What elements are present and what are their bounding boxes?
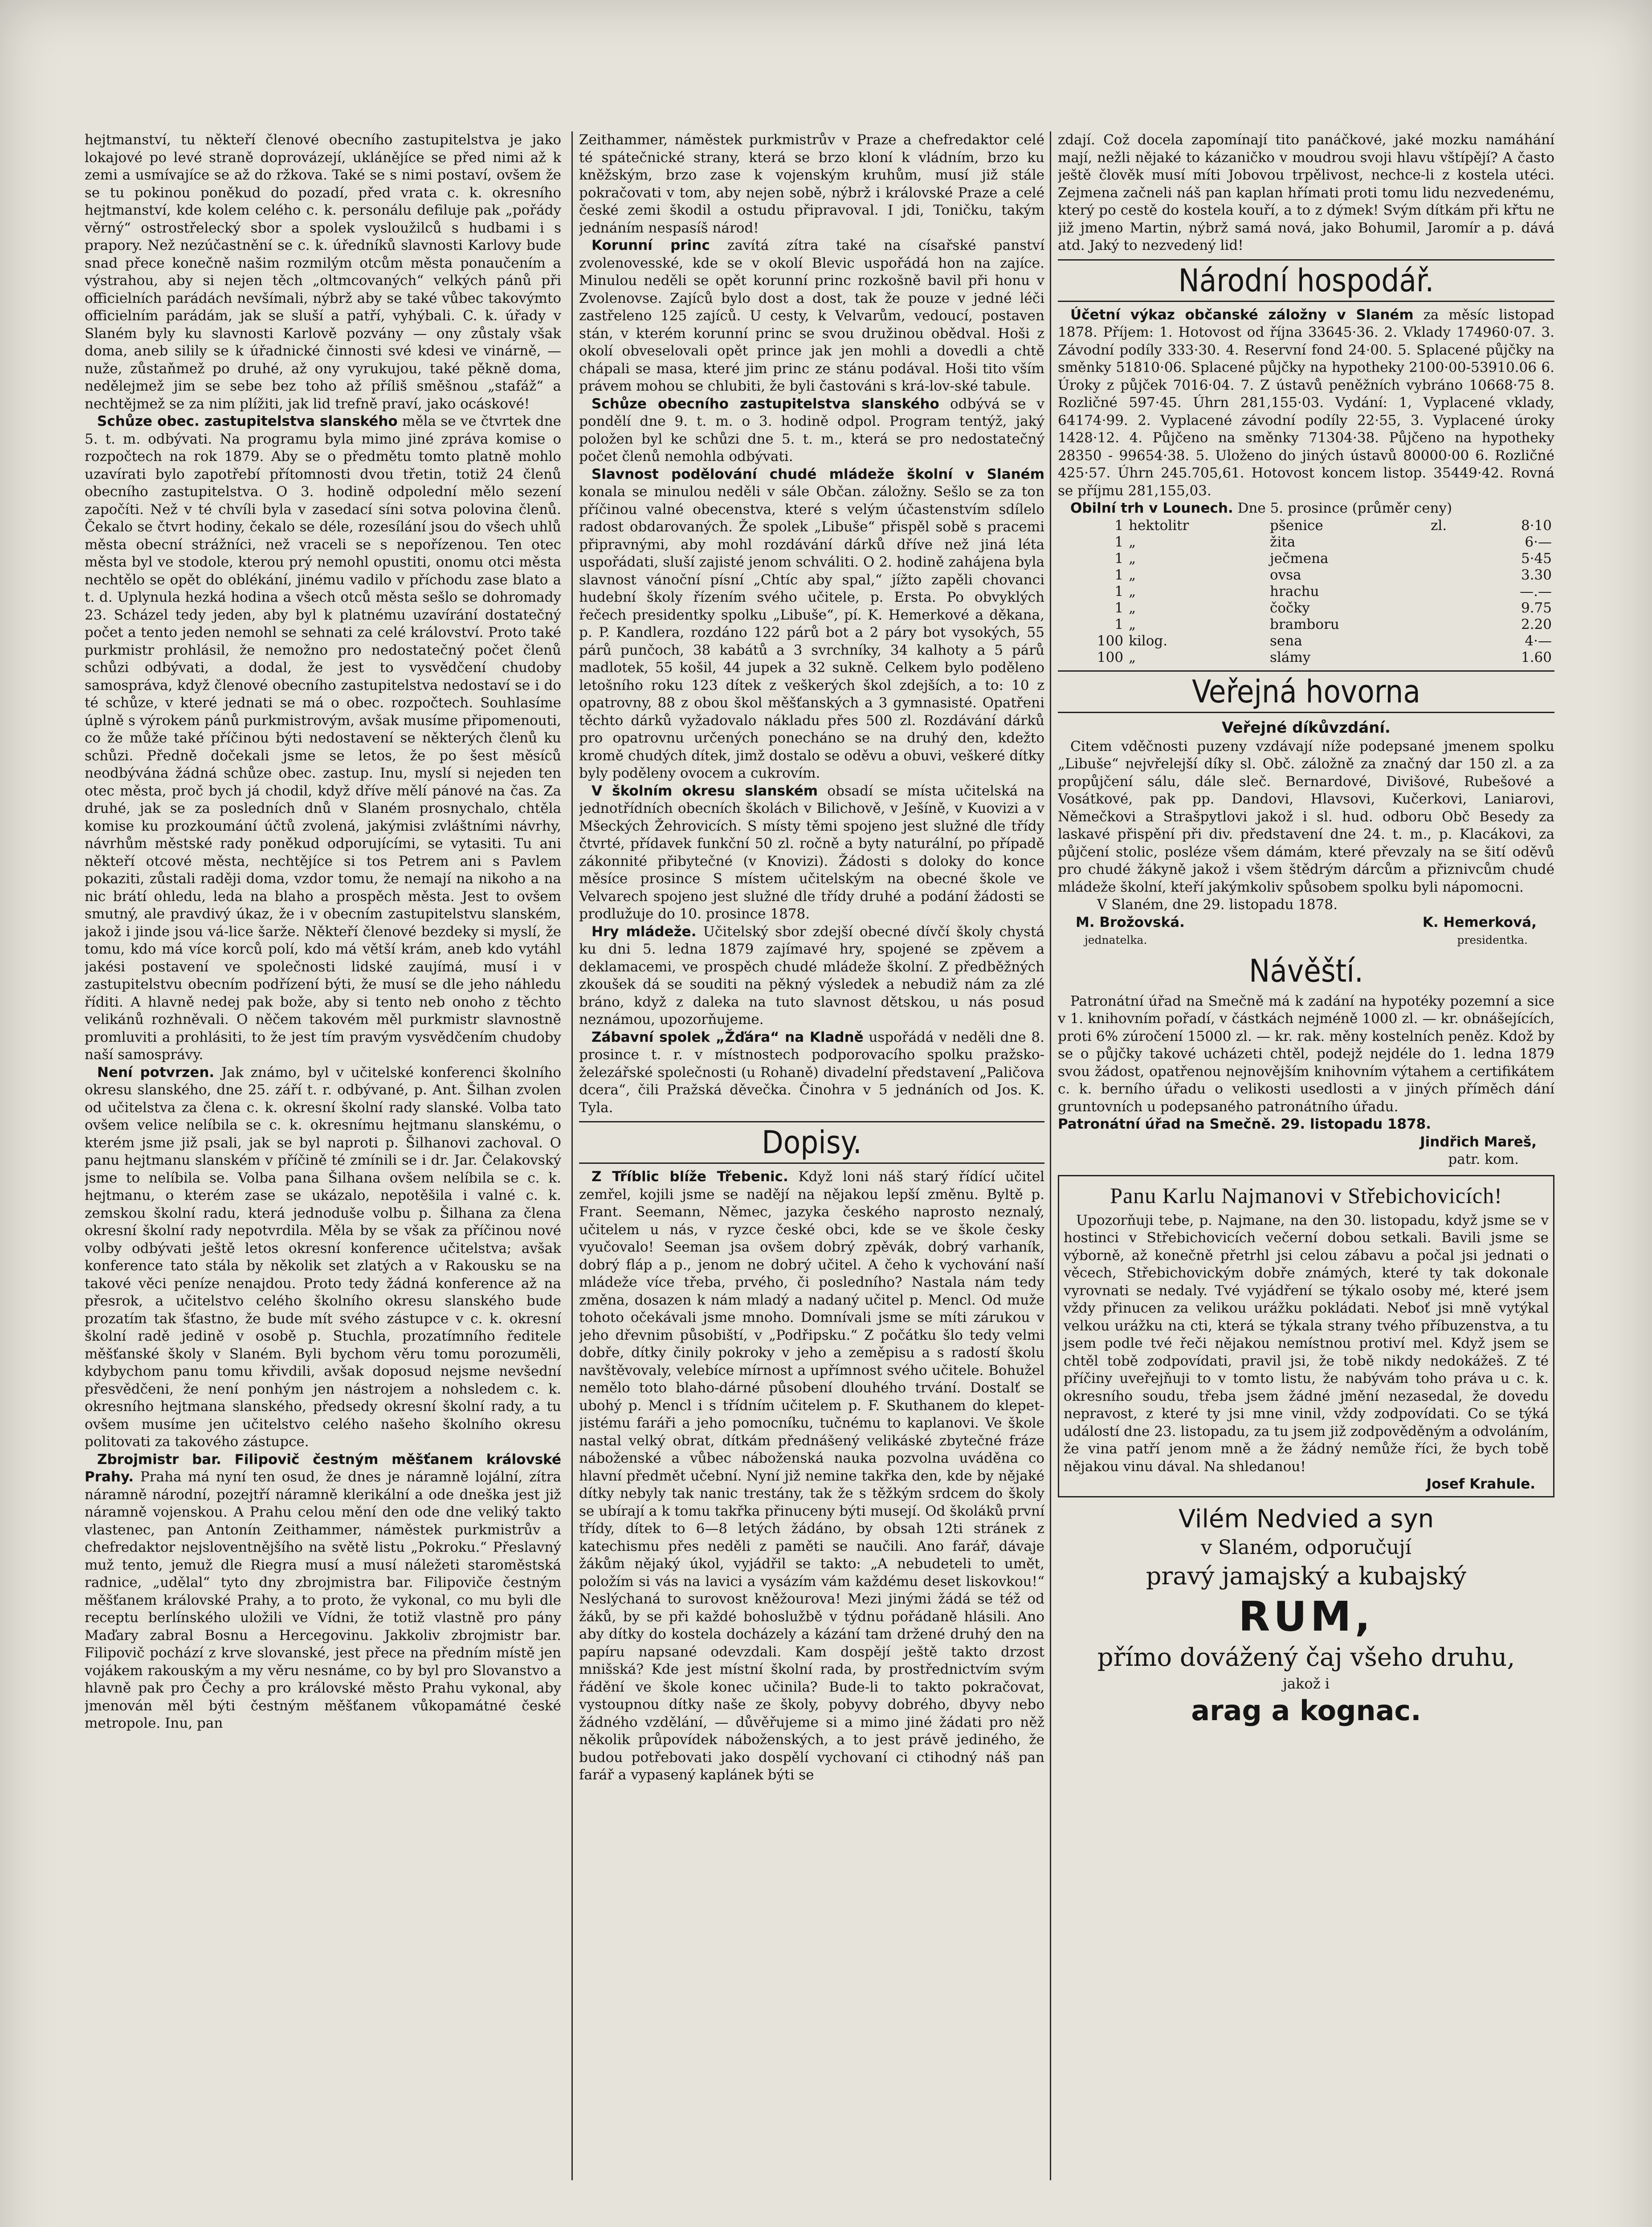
price-cell: hrachu bbox=[1270, 583, 1319, 600]
section-heading-narodni-hospodar: Národní hospodář. bbox=[1058, 259, 1554, 302]
market-heading-line bbox=[1058, 500, 1554, 518]
article-body: Učitelský sbor zdejší obecné dívčí školy chystá ku dni 5. ledna 1879 zajímavé hry, spojené se zpěvem a deklamacemi, ve prospěch chudé mládeže školní. Z předběžných zkoušek dá se souditi na pěkný výsledek a nebudiž nám za zlé bráno, když z daleka na tuto slavnost dětskou, u nás posud neznámou, upozorňujeme. bbox=[579, 923, 1044, 1028]
article-heading: Schůze obecního zastupitelstva slanského bbox=[591, 396, 939, 412]
price-row bbox=[1058, 649, 1554, 666]
notice-place-date: Patronátní úřad na Smečně. 29. listopadu 1878. bbox=[1058, 1116, 1431, 1132]
price-cell: pšenice bbox=[1270, 517, 1323, 534]
price-cell: 3.30 bbox=[1521, 567, 1552, 583]
ad-title: Panu Karlu Najmanovi v Střebichovicích! bbox=[1110, 1183, 1502, 1208]
ad-line: přímo dovážený čaj všeho druhu, bbox=[1097, 1643, 1515, 1672]
price-row bbox=[1058, 534, 1554, 551]
price-row bbox=[1058, 583, 1554, 600]
price-cell bbox=[1428, 567, 1474, 583]
column-divider bbox=[571, 131, 573, 2180]
report-body: za měsíc listopad 1878. Příjem: 1. Hotovost od října 33645·36. 2. Vklady 174960·07. 3. Závodní podíly 333·30. 4. Reservní fond 24·00. 5. Splacené půjčky na směnky 51810·06. Splacené půjčky na hypotheky 2100·00-53910.06 6. Úroky z půjček 7016·04. 7. Z ústavů peněžních vybráno 10668·75 8. Rozličné 597·45. Úhrn 281,155·03. Vydání: 1, Vyplacené vklady, 64174·99. 2. Vyplacené závodní podíly 22·55, 3. Vyplacené úroky 1428·12. 4. Půjčeno na směnky 71304·38. Půjčeno na hypotheky 28350 - 99654·38. 5. Uloženo do jiných ústavů 80000·00 6. Rozličné 425·57. Úhrn 245.705,61. Hotovost koncem listop. 35449·42. Rovná se příjmu 281,155,03. bbox=[1058, 306, 1554, 499]
column-right bbox=[1058, 131, 1554, 2154]
article-body: Praha má nyní ten osud, že dnes je náramně lojální, zítra náramně národní, pozejtří náramně klerikální a ode dneška jest již náramně vojenskou. A Prahu celou mění den ode dne veliký takto vlastenec, pan Antonín Zeithammer, náměstek purkmistrův a chefredaktor nejsloventnějšího na světě listu „Pokroku.“ Přeslavný muž tento, jemuž dle Riegra musí a musí náležeti staroměstská radnice, „udělal“ tyto dny zbrojmistra bar. Filipoviče čestným měšťanem královské Prahy, a to proto, že vykonal, co mu byli dle receptu berlínského uložili ve Vídni, že totiž vlastně pro pány Maďary zabral Bosnu a Hercegovinu. Jakkoliv zbrojmistr bar. Filipovič pochází z krve slovanské, jest přece na předním místě jen vojákem rakouským a my věru nesnáme, co by byl pro Slovanstvo a hlavně pak pro Čechy a pro královské město Prahu vykonal, aby jmenován měl býti čestným měšťanem vůkopamátné české metropole. Inu, pan bbox=[85, 1469, 561, 1731]
signature-role: presidentka. bbox=[1457, 934, 1528, 946]
signature-name: M. Brožovská. bbox=[1076, 914, 1185, 930]
advertisement-rum bbox=[1058, 1504, 1554, 1728]
price-row bbox=[1058, 616, 1554, 633]
signature-role: jednatelka. bbox=[1085, 934, 1147, 946]
report-heading: Účetní výkaz občanské záložny v Slaném bbox=[1070, 306, 1414, 323]
article bbox=[579, 396, 1044, 466]
ad-line: pravý jamajský a kubajský bbox=[1146, 1562, 1467, 1590]
price-cell: sena bbox=[1270, 632, 1302, 649]
signature-roles bbox=[1058, 931, 1554, 949]
report bbox=[1058, 306, 1554, 500]
price-cell bbox=[1428, 616, 1474, 633]
price-cell: 100 bbox=[1097, 632, 1124, 649]
price-cell: „ bbox=[1129, 600, 1136, 616]
article-heading: Zbrojmistr bar. Filipovič čestným měšťanem královské Prahy. bbox=[85, 1451, 561, 1485]
article bbox=[579, 237, 1044, 396]
notice-body: Patronátní úřad na Smečně má k zadání na hypotéky pozemní a sice v 1. knihovním pořadí, v částkách nejméně 1000 zl. — kr. obnášejících, proti 6% zúročení 15000 zl. — kr. rak. měny kostelních peněz. Kdož by se o půjčky takové ucházeti chtěl, podejž nejdéle do 1. ledna 1879 svou žádost, opatřenou nejnovějším knihovním výtahem a certifikátem c. k. berního úřadu o velikosti usedlosti a v jiných příměch dání gruntovních u podepsaného patronátního úřadu. bbox=[1058, 993, 1554, 1115]
notice-body: Citem vděčnosti puzeny vzdávají níže podepsané jmenem spolku „Libuše“ nejvřelejší díky sl. Obč. záložně za značný dar 150 zl. a za propůjčení sálu, dále sleč. Bernardové, Divišové, Rubešové a Vosátkové, pak pp. Dandovi, Hlavsovi, Kučerkovi, Laniarovi, Němečkovi a Strašpytlovi jakož i sl. hud. odboru Obč Besedy za laskavé přispění při div. představení dne 24. t. m., p. Klacákovi, za půjčení stolic, posléze všem dámám, které převzaly na se šití oděvů pro chudé žákyně jakož i všem štědrým dárcům a přiznivcům chudé mládeže školní, kteří jakýmkoliv spůsobem spolku byli nápomocni. bbox=[1058, 738, 1554, 895]
price-cell: —.— bbox=[1520, 583, 1552, 600]
price-cell: 1 bbox=[1114, 616, 1124, 632]
price-cell: „ bbox=[1129, 616, 1136, 632]
price-cell: žita bbox=[1270, 534, 1296, 550]
price-row bbox=[1058, 600, 1554, 616]
price-cell: kilog. bbox=[1129, 632, 1168, 649]
price-cell: 1 bbox=[1114, 600, 1124, 616]
price-cell: hektolitr bbox=[1129, 517, 1189, 534]
article bbox=[85, 1064, 561, 1451]
letter-heading: Z Tříblic blíže Třebenic. bbox=[591, 1169, 788, 1185]
price-cell: „ bbox=[1129, 583, 1136, 600]
letter bbox=[579, 1168, 1044, 1784]
price-cell: „ bbox=[1129, 649, 1136, 665]
price-cell: bramboru bbox=[1270, 616, 1339, 632]
price-cell: 1.60 bbox=[1521, 649, 1552, 665]
price-cell: 1 bbox=[1114, 567, 1124, 583]
price-table bbox=[1058, 518, 1554, 666]
section-heading-navesti: Návěští. bbox=[1249, 952, 1363, 989]
article bbox=[579, 1029, 1044, 1117]
price-cell: 4·— bbox=[1525, 632, 1552, 649]
ad-line: v Slaném, odporučují bbox=[1201, 1536, 1411, 1559]
notice-signature: Jindřich Mareš, bbox=[1420, 1134, 1537, 1150]
price-cell: 2.20 bbox=[1521, 616, 1552, 632]
article-heading: Zábavní spolek „Žďára“ na Kladně bbox=[591, 1029, 864, 1045]
article-body: obsadí se místa učitelská na jednotřídních obecních školách v Bilichově, v Ješíně, v Kuovizi a v Mšeckých Žehrovicích. S místy těmi spojeno jest služné dle třídy čtvrté, přídavek funkční 50 zl. ročně a byty naturální, po případě zákonnité přibytečné (v Knovizi). Žádosti s doloky do konce měsíce prosince S místem učitelským na obecné škole ve Velvarech spojeno jest služné dle třídy druhé a podání žádosti se prodlužuje do 10. prosince 1878. bbox=[579, 783, 1044, 922]
price-row bbox=[1058, 518, 1554, 534]
article-heading: V školním okresu slanském bbox=[591, 783, 818, 799]
section-heading-verejna-hovorna: Veřejná hovorna bbox=[1058, 670, 1554, 713]
article bbox=[85, 413, 561, 1064]
price-cell bbox=[1428, 534, 1474, 551]
notice-heading: Veřejné díkůvzdání. bbox=[1222, 718, 1391, 737]
price-cell: 100 bbox=[1097, 649, 1124, 665]
article-continuation: Zeithammer, náměstek purkmistrův v Praze a chefredaktor celé té spátečnické strany, která se brzo kloní k vládním, brzo ku kněžským, brzo zase k vojenským kruhům, musí již stále pokračovati v tom, aby nejen sobě, nýbrž i královské Praze a celé české zemi škodil a ostudu připravoval. I jdi, Toničku, takým jednáním nespasíš národ! bbox=[579, 132, 1044, 236]
ad-company: Vilém Nedvied a syn bbox=[1178, 1504, 1434, 1534]
column-divider bbox=[1050, 131, 1051, 2180]
column-left bbox=[85, 131, 561, 2162]
price-cell: „ bbox=[1129, 550, 1136, 567]
ad-body: Upozorňuji tebe, p. Najmane, na den 30. listopadu, když jsme se v hostinci v Střebichovicích večerní dobou setkali. Bavili jsme se výborně, až konečně přetrhl jsi celou zábavu a počal jsi jednati o věcech, Střebichovickým dobře známých, které ty tak dokonale vyrovnati se nedaly. Tvé vyjádření se týkalo osoby mé, které jsem vždy přinucen za velikou urážku pokládati. Neboť jsi mně vytýkal velkou urážku na cti, která se týkala strany tvého příbuzenstva, a tu jsem podle tvé řeči nějakou nemístnou protiví mel. Když jsem se chtěl tobě zodpovídati, pravil jsi, že tobě nikdy nedokážeš. Z té příčiny uveřejňuji to v tomto listu, že nabývám toho práva u c. k. okresního soudu, třeba jsem žádné jmění nezasedal, že dovedu nepravost, z které ty jsi mne vinil, vždy zodpovídati. Co se týká událostí dne 23. listopadu, za tu jsem již zodpověděným a odvoláním, že vina patří jenom mně a že žádný nemůže říci, že bych tobě nějakou vinu dával. Na shledanou! bbox=[1064, 1212, 1549, 1475]
article bbox=[579, 923, 1044, 1029]
advertisement-najman bbox=[1058, 1175, 1554, 1497]
price-row bbox=[1058, 633, 1554, 649]
article-heading: Není potvrzen. bbox=[97, 1064, 215, 1081]
price-cell bbox=[1428, 633, 1474, 649]
price-cell: 5·45 bbox=[1521, 550, 1552, 567]
price-cell: slámy bbox=[1270, 649, 1311, 665]
article bbox=[85, 1451, 561, 1733]
article-heading: Slavnost podělování chudé mládeže školní v Slaném bbox=[591, 466, 1044, 482]
article-body: měla se ve čtvrtek dne 5. t. m. odbývati. Na programu byla mimo jiné zpráva komise o rozpočtech na rok 1879. Aby se o předmětu tomto platně mohlo uzavírati bylo zapotřebí přítomnosti dvou třetin, totiž 24 členů obecního zastupitelstva. O 3. hodině odpolední mělo sezení započíti. Než v té chvíli byla v zasedací síni sotva polovina členů. Čekalo se čtvrt hodiny, čekalo se déle, rozesílání jsou do všech uhlů města obecní strážníci, než vraceli se s nepořízenou. Ten otec města byl ve stodole, kterou prý nemohl opustiti, onomu otci města nechtělo se opět do oblékání, jinému vadilo v příchodu zase blato a t. d. Uplynula hezká hodina a všech otců města sešlo se dohromady 23. Scházel tedy jeden, aby byl k platnému uzavírání dostatečný počet a tento jeden nemohl se sehnati za celé království. Proto také purkmistr prohlásil, že nemožno pro nedostatečný počet členů schůzi odbývati, a dodal, že jest to vysvědčení chudoby samospráva, když členové obecního zastupitelstva nedostaví se i do té schůze, v které jednati se má o obec. rozpočtech. Souhlasíme úplně s výrokem pánů purkmistrovým, avšak musíme připomenouti, co že může také příčinou býti nedostavení se některých členů ku schůzi. Předně dočekali jsme se letos, že po šest měsíců neodbývána žádná schůze obec. zastup. Inu, myslí si nejeden ten otec města, proč bych já chodil, když dříve mělí pánové na čas. Za druhé, jak se za posledních dnů v Slaném prosnychalo, chtěla komise ku prozkoumání účtů zvolená, jakýmisi zvláštními návrhy, návrhům městské rady poněkud odporujícími, se vytasiti. Tu ani někteří otcové města, nechtějíce si tos Petrem ani s Pavlem pokaziti, zůstali raději doma, vzdor tomu, že nemají na nikoho a na nic brátí ohledu, leda na blaho a prospěch města. Jest to ovšem smutný, ale pravdivý úkaz, že i v obecním zastupitelstvu slanském, jakož i jinde jsou vá-lice šarže. Někteří členové bezdeky si myslí, že tomu, kdo má více korců polí, kdo má větší krám, aneb kdo vytáhl jakési postavení ve společnosti lidské zaujímá, musí i v zastupitelstvu obecním podřízení býti, že musí se dle jeho náhledu říditi. A hlavně nedej pak bože, aby si tento neb onoho z těchto velikánů rozhněvali. O něčem takovém měl purkmistr slavnostně promluviti a prohlásiti, to že jest tím pravým vysvědčením chudoby naší samosprávy. bbox=[85, 413, 561, 1063]
price-cell bbox=[1428, 551, 1474, 567]
price-cell: „ bbox=[1129, 567, 1136, 583]
ad-product: RUM, bbox=[1238, 1592, 1374, 1640]
article-body: odbývá se v pondělí dne 9. t. m. o 3. hodině odpol. Program tentýž, jaký položen byl ke schůzi dne 5. t. m., která se pro nedostatečný počet členů nemohla odbývati. bbox=[579, 396, 1044, 465]
article-body: uspořádá v neděli dne 8. prosince t. r. v místnostech podporovacího spolku pražsko-železářské společnosti (u Rohaně) divadelní představení „Paličova dcera“, čili Pražská děvečka. Činohra v 5 jednáních od Jos. K. Tyla. bbox=[579, 1029, 1044, 1116]
article-body: Jak známo, byl v učitelské konferenci školního okresu slanského, dne 25. září t. r. odbývané, p. Ant. Šilhan zvolen od učitelstva za člena c. k. okresní školní rady slanské. Volba tato ovšem velice nelíbila se c. k. okresnímu hejtmanu slanskému, o kterém jsme již psali, jak se byl naproti p. Šilhanovi zachoval. O panu hejtmanu slanském v příčině té zmínili se i dr. Jar. Čelakovský jsme to nelíbila se. Volba pana Šilhana ovšem nelíbila se c. k. hejtmanu, o kterém zase se ukázalo, nepotěšila i valné c. k. zemskou školní radu, která jednoduše volbu p. Šilhana za člena okresní školní rady nepotvrdila. Měla by se však za příčinou nové volby odbývati ještě letos okresní konference učitelstva; avšak konference tato stála by několik set zlatých a v Rakousku se na takové věci peníze nenajdou. Proto tedy žádná konference až na přesrok, a učitelstvo celého školního okresu slanského bude prozatím tak šťastno, že bude mít svého zástupce v c. k. okresní školní radě jedině v osobě p. Stuchla, prozatímního ředitele měšťanské školy v Slaném. Byli bychom věru tomu porozuměli, kdybychom panu tomu křivdili, avšak doposud nejsme nevšední přesvědčeni, že není ponhým jen nástrojem a nohsledem c. k. okresního hejtmana slanského, předsedy okresní školní rady, a tu ovšem musíme jen učitelstvo celého našeho školního okresu politovati za takového zástupce. bbox=[85, 1064, 561, 1450]
price-cell bbox=[1428, 583, 1474, 600]
ad-signature: Josef Krahule. bbox=[1426, 1476, 1535, 1492]
column-middle bbox=[579, 131, 1044, 2162]
article-continuation: hejtmanství, tu někteří členové obecního zastupitelstva je jako lokajové po levé straně doprovázejí, uklánějíce se před nimi až k zemi a usmívajíce se až do ržkova. Také se s nimi postaví, ovšem že se tu pokinou poněkud do pozadí, před vrata c. k. okresního hejtmanství, kde kolem celého c. k. personálu defiluje pak „pořády věrný“ ostrostřelecký sbor a spolek vysloužilců s hudbami i s prapory. Než nezúčastnění se c. k. úředníků slavnosti Karlovy bude snad přece konečně našim rozmilým otcům města ponaučením a výstrahou, aby si nejen těch „oltmcovaných“ velkých pánů při officielních parádách nevšímali, nýbrž aby se také vůbec takovýmto officielním parádám, jak se sluší a patří, vyhýbali. C. k. úřady v Slaném byly ku slavnosti Karlově pozvány — ony zůstaly však doma, aneb silily se k úřadnické činnosti své kdesi ve vinárně, — nuže, zůstaňmež po druhé, až ony vyrukujou, také pěkně doma, nedělejmež jim se sebe bez toho až příliš směšnou „stafáž“ a nechtějmež se za nim plížiti, jak lid trefně praví, jako ocáskové! bbox=[85, 132, 561, 412]
price-cell: 1 bbox=[1114, 534, 1124, 550]
section-heading-dopisy: Dopisy. bbox=[579, 1121, 1044, 1164]
letter-continuation: zdají. Což docela zapomínají tito panáčkové, jaké mozku namáhání mají, nežli nějaké to kázaničko v moudrou svoji hlavu vštípějí? A často ještě člověk musí míti Jobovou trpělivost, nechce-li z kostela utéci. Zejmena začneli náš pan kaplan hřímati proti tomu lidu nezvedenému, který po cestě do kostela kouří, a to z dýmek! Svým dítkám při křtu ne již jmeno Martin, nýbrž samá nová, jako Bohumil, Jaromír a p. dává atd. Jaký to nezvedený lid! bbox=[1058, 132, 1554, 253]
ad-product: arag a kognac. bbox=[1191, 1694, 1421, 1727]
signatures bbox=[1058, 914, 1554, 932]
market-subheading: Dne 5. prosince (průměr ceny) bbox=[1237, 500, 1452, 516]
price-cell: ječmena bbox=[1270, 550, 1329, 567]
notice-place-date: V Slaném, dne 29. listopadu 1878. bbox=[1097, 897, 1338, 913]
article bbox=[579, 783, 1044, 923]
notice-signature-role: patr. kom. bbox=[1448, 1151, 1519, 1167]
price-cell: 6·— bbox=[1525, 534, 1552, 550]
price-cell: „ bbox=[1129, 534, 1136, 550]
price-cell bbox=[1428, 649, 1474, 666]
letter-body: Když loni náš starý řídící učitel zemřel, kojili jsme se nadějí na nějakou lepší změnu. Byltě p. Frant. Seemann, Němec, jazyka českého naprosto neznalý, učitelem u nás, v ryzce české obci, kde se ve škole česky vyučovalo! Seeman jsa ovšem dobrý zpěvák, dobrý varhaník, dobrý fláp a p., jenom ne dobrý učitel. A čeho k vychování naší mládeže více třeba, prvého, či posledního? Nastala nám tedy změna, dosazen k nám mladý a nadaný učitel p. Mencl. Od muže tohoto očekávali jsme mnoho. Domnívali jsme se míti zárukou v jeho dřevnim působiští, v „Podřipsku.“ Z počátku šlo tedy velmi dobře, dítky činily pokroky v jeho a zeměpisu a s radostí školu navštěvovaly, velebíce mírnost a upřímnost svého učitele. Bohužel nemělo toto blaho-dárné působení dlouhého trvání. Dostalť se ubohý p. Mencl i s třídním učitelem p. F. Skuthanem do klepet-jistému faráři a jeho pomocníku, tučnému to kaplanovi. Ve škole nastal velký obrat, dítkám přednášený velikáské zbytečné fráze náboženské a vůbec náboženská nauka pozvolna uváděna co hlavní předmět učební. Nyní již nemine takřka den, kde by nějaké dítky nebyly tak nanic trestány, tak že s těžkým srdcem do školy se ubírají a k tomu takřka přinuceny býti musejí. Od školáků první třídy, dítek to 6—8 letých žádáno, by obsah 12ti stránek z katechismu přes neděli z paměti se naučili. Ano farář, dávaje žákům nějaký úkol, vyjádřil se takto: „A nebudeteli to umět, položím si vás na lavici a vysázím vám každému deset liskovkou!“ Neslýchaná to surovost kněžourova! Mezi jinými žádá se též od žáků, by se při každé bohoslužbě v týdnu pořádaně hlásili. Ano aby dítky do kostela docházely a kázání tam držené druhý den na papíru napsané odevzdali. Kam dospějí ještě takto drzost mnišská? Kde jest místní školní rada, by prostřednictvím svým řádění ve škole konec učinila? Bude-li to takto pokračovat, vystoupnou dítky naše ze školy, pobyvy dobrého, dbyvy nebo žádného vzdělání, — důvěřujeme si a mimo jiné žádati pro něž několik průpovídek náboženských, a to jest právě jediného, že budou potřebovati jako dospělí vychovaní ci ctihodný náš pan farář a vypasený kaplánek býti se bbox=[579, 1169, 1044, 1783]
price-cell: čočky bbox=[1270, 600, 1310, 616]
price-cell: zl. bbox=[1431, 517, 1447, 534]
price-cell: 1 bbox=[1114, 583, 1124, 600]
price-cell: 8·10 bbox=[1521, 517, 1552, 534]
price-cell: 9.75 bbox=[1521, 600, 1552, 616]
article-heading: Schůze obec. zastupitelstva slanského bbox=[97, 413, 398, 429]
price-cell: ovsa bbox=[1270, 567, 1301, 583]
price-row bbox=[1058, 551, 1554, 567]
article-heading: Hry mládeže. bbox=[591, 923, 697, 940]
price-cell: 1 bbox=[1114, 550, 1124, 567]
price-cell bbox=[1428, 600, 1474, 616]
article-body: konala se minulou neděli v sále Občan. záložny. Sešlo se za ton příčinou valné obecenstva, které s velým účastenstvím sdílelo radost obdarovaných. Že spolek „Libuše“ přispěl sobě s pracemi připravnými, aby mohl rozdávání dárků dříve než jiná léta uspořádati, sluší zajisté jenom schváliti. O 2. hodině zahájena byla slavnost vánoční písní „Chtíc aby spal,“ jížto zapěli chovanci hudební školy řízením svého učitele, p. Ersta. Po obvyklých řečech presidentky spolku „Libuše“, pí. K. Hemerkové a děkana, p. P. Kandlera, rozdáno 122 párů bot a 2 páry bot vysokých, 55 párů punčoch, 38 kabátů a 3 svrchníky, 34 kalhoty a 5 párů madlotek, 55 košil, 44 jupek a 32 sukně. Celkem bylo poděleno letošního roku 123 dítek z veškerých škol zdejších, a to: 10 z opatrovny, 88 z obou škol měšťanských a 3 gymnasisté. Opatřeni těchto dárků vyžadovalo nákladu přes 500 zl. Rozdávání dárků pro opatrovnu určených ponecháno se na druhý den, kdežto kromě chudých dítek, jimž dostalo se oděvu a obuvi, veškeré dítky byly poděleny ovocem a cukrovím. bbox=[579, 484, 1044, 781]
article bbox=[579, 466, 1044, 783]
ad-line: jakož i bbox=[1283, 1675, 1330, 1692]
market-heading: Obilní trh v Lounech. bbox=[1070, 500, 1233, 516]
article-heading: Korunní princ bbox=[591, 237, 710, 253]
article-body: zavítá zítra také na císařské panství zvolenovesské, kde se v okolí Blevic uspořádá hon na zajíce. Minulou neděli se opět korunní princ rozkošně bavil při honu v Zvolenovse. Zajíců bylo dost a dost, tak že pouze v jedné léči zastřeleno 125 zajíců. U cesty, k Velvarům, vedoucí, postaven stán, v kterém korunní princ se svou družinou obědval. Hoši z okolí obveselovali opět prince jak jen mohli a dovedli a chtě chápali se masa, které jim princ ze stánu podával. Hoši tito vším právem mohou se chlubiti, že byli častováni s krá-lov-ské tabule. bbox=[579, 237, 1044, 394]
price-row bbox=[1058, 567, 1554, 583]
signature-name: K. Hemerková, bbox=[1422, 914, 1537, 930]
price-cell: 1 bbox=[1114, 517, 1124, 534]
